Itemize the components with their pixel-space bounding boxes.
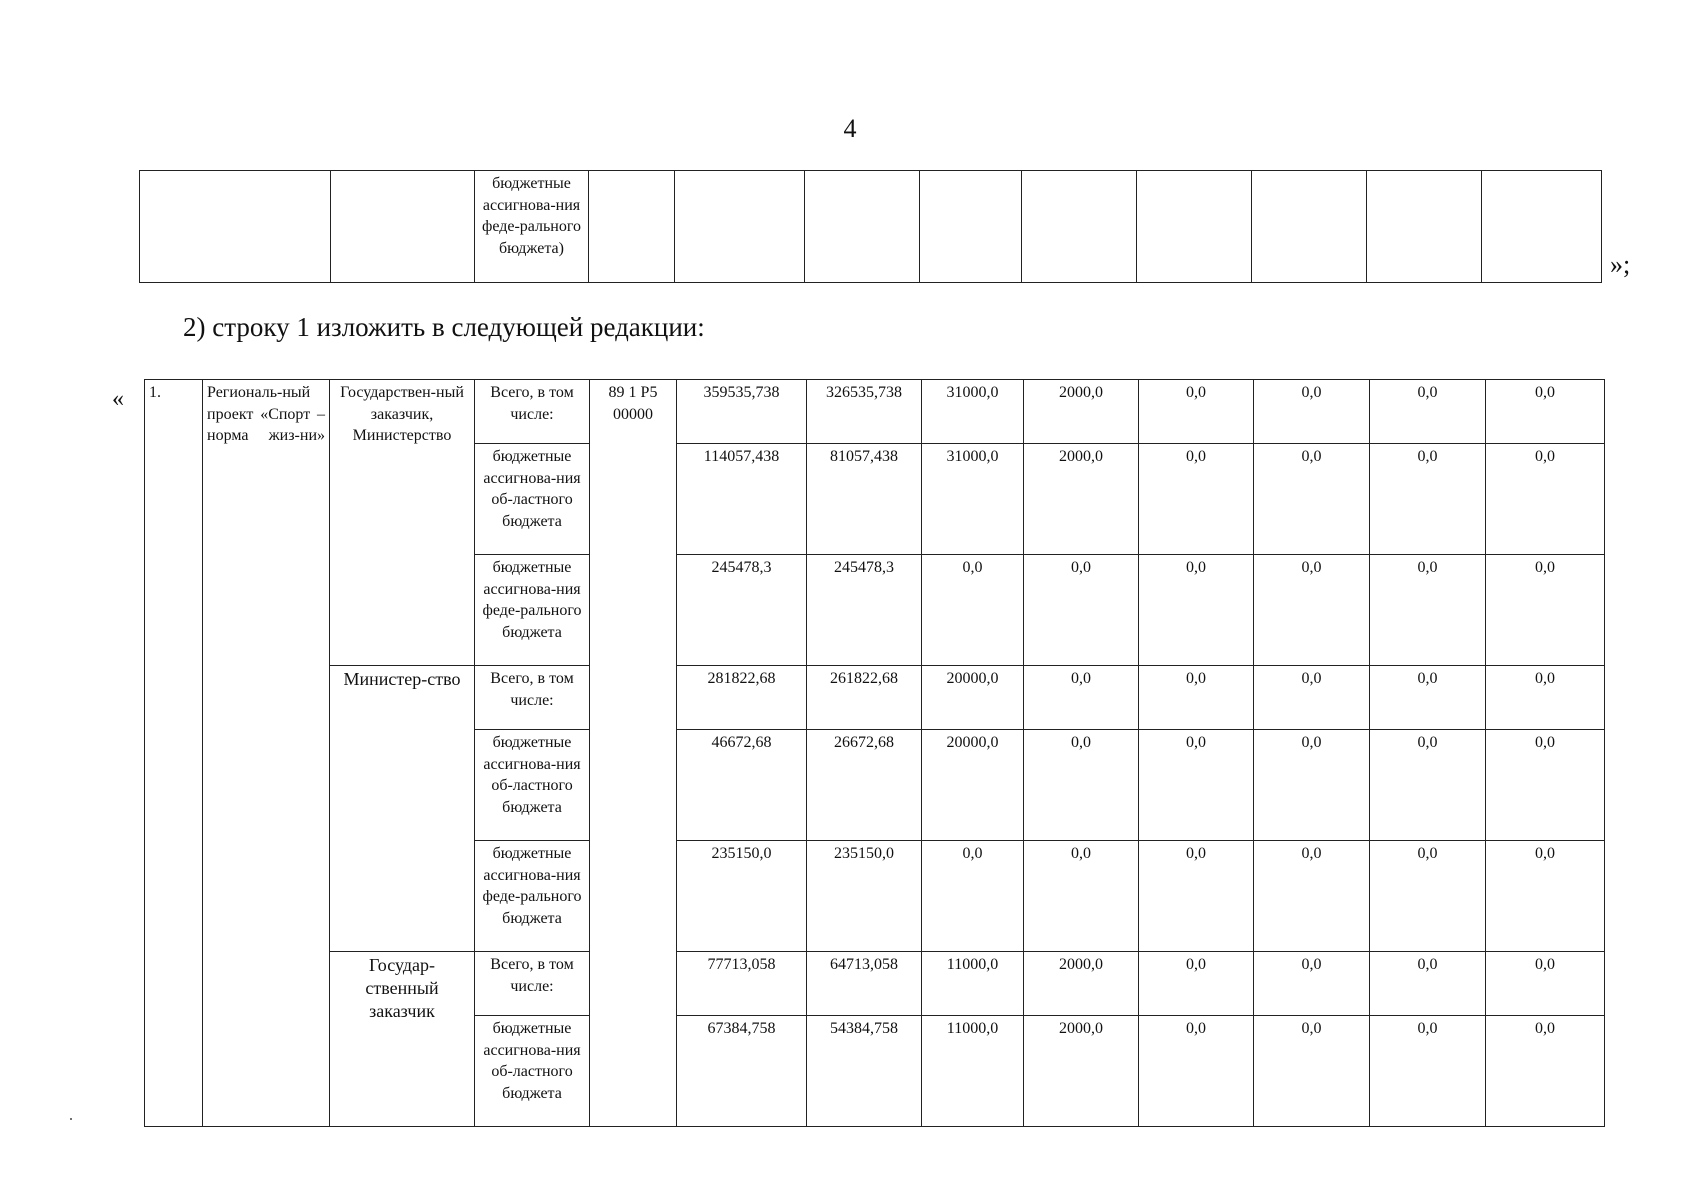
amount-cell: 0,0 xyxy=(1486,841,1605,952)
amount-cell: 0,0 xyxy=(1254,730,1370,841)
amount-cell: 0,0 xyxy=(1254,952,1370,1016)
amount-cell: 281822,68 xyxy=(677,666,807,730)
amount-cell: 0,0 xyxy=(1254,380,1370,444)
amount-cell: 245478,3 xyxy=(807,555,922,666)
budget-code: 89 1 P5 00000 xyxy=(590,380,677,1127)
amount-cell: 0,0 xyxy=(1254,555,1370,666)
amount-cell: 0,0 xyxy=(1370,952,1486,1016)
funding-source-label: Всего, в том числе: xyxy=(475,952,590,1016)
table-row xyxy=(145,666,1605,730)
amount-cell: 11000,0 xyxy=(922,952,1024,1016)
amount-cell: 245478,3 xyxy=(677,555,807,666)
amount-cell: 0,0 xyxy=(1370,730,1486,841)
funding-source-label: бюджетные ассигнова-ния об-ластного бюджета xyxy=(475,1016,590,1127)
amount-cell: 2000,0 xyxy=(1024,444,1139,555)
table-cell xyxy=(1252,171,1367,283)
amount-cell: 0,0 xyxy=(1254,841,1370,952)
amount-cell: 81057,438 xyxy=(807,444,922,555)
funding-source-label: Всего, в том числе: xyxy=(475,380,590,444)
amount-cell: 0,0 xyxy=(1139,952,1254,1016)
amount-cell: 77713,058 xyxy=(677,952,807,1016)
table-cell xyxy=(331,171,475,283)
project-name: Региональ-ный проект «Спорт – норма жиз-ни» xyxy=(203,380,330,1127)
row-number: 1. xyxy=(145,380,203,1127)
table-row xyxy=(145,952,1605,1016)
budget-source-cell xyxy=(475,171,589,283)
amount-cell: 0,0 xyxy=(1139,730,1254,841)
amount-cell: 20000,0 xyxy=(922,666,1024,730)
amount-cell: 0,0 xyxy=(1139,666,1254,730)
amount-cell: 0,0 xyxy=(1486,952,1605,1016)
amount-cell: 2000,0 xyxy=(1024,380,1139,444)
amount-cell: 0,0 xyxy=(1370,666,1486,730)
amount-cell: 0,0 xyxy=(1139,555,1254,666)
executor-name: Министер-ство xyxy=(330,666,475,952)
amount-cell: 114057,438 xyxy=(677,444,807,555)
table-cell xyxy=(1482,171,1602,283)
amount-cell: 54384,758 xyxy=(807,1016,922,1127)
opening-quote: « xyxy=(112,386,124,412)
table-cell xyxy=(1367,171,1482,283)
amount-cell: 46672,68 xyxy=(677,730,807,841)
budget-source-text: бюджетные ассигнова-ния феде-рального бюджета) xyxy=(481,175,582,257)
amount-cell: 0,0 xyxy=(1486,555,1605,666)
amount-cell: 0,0 xyxy=(1370,841,1486,952)
amount-cell: 326535,738 xyxy=(807,380,922,444)
scan-dot xyxy=(70,1118,72,1120)
amount-cell: 0,0 xyxy=(1139,444,1254,555)
amount-cell: 359535,738 xyxy=(677,380,807,444)
amount-cell: 261822,68 xyxy=(807,666,922,730)
amount-cell: 0,0 xyxy=(1370,444,1486,555)
table-cell xyxy=(1137,171,1252,283)
amount-cell: 0,0 xyxy=(1024,730,1139,841)
amount-cell: 0,0 xyxy=(922,555,1024,666)
executor-name: Государствен-ный заказчик, Министерство xyxy=(330,380,475,666)
amount-cell: 235150,0 xyxy=(677,841,807,952)
table-row xyxy=(145,380,1605,444)
table-cell xyxy=(589,171,675,283)
funding-source-label: Всего, в том числе: xyxy=(475,666,590,730)
previous-table-fragment xyxy=(139,170,1602,283)
amount-cell: 67384,758 xyxy=(677,1016,807,1127)
amount-cell: 0,0 xyxy=(1486,444,1605,555)
funding-source-label: бюджетные ассигнова-ния об-ластного бюджета xyxy=(475,444,590,555)
amount-cell: 64713,058 xyxy=(807,952,922,1016)
amount-cell: 0,0 xyxy=(1024,555,1139,666)
amount-cell: 2000,0 xyxy=(1024,952,1139,1016)
amount-cell: 0,0 xyxy=(1486,666,1605,730)
amount-cell: 0,0 xyxy=(1370,380,1486,444)
amount-cell: 0,0 xyxy=(1139,380,1254,444)
amount-cell: 0,0 xyxy=(1254,666,1370,730)
amount-cell: 0,0 xyxy=(1024,841,1139,952)
funding-source-label: бюджетные ассигнова-ния об-ластного бюджета xyxy=(475,730,590,841)
closing-quote: »; xyxy=(1610,250,1631,279)
amount-cell: 0,0 xyxy=(1024,666,1139,730)
amount-cell: 0,0 xyxy=(1486,730,1605,841)
executor-name: Государ-ственный заказчик xyxy=(330,952,475,1127)
amount-cell: 0,0 xyxy=(1370,1016,1486,1127)
funding-source-label: бюджетные ассигнова-ния феде-рального бюджета xyxy=(475,841,590,952)
table-cell xyxy=(675,171,805,283)
amount-cell: 0,0 xyxy=(922,841,1024,952)
amount-cell: 0,0 xyxy=(1486,1016,1605,1127)
amount-cell: 2000,0 xyxy=(1024,1016,1139,1127)
amount-cell: 20000,0 xyxy=(922,730,1024,841)
amount-cell: 0,0 xyxy=(1254,444,1370,555)
amount-cell: 235150,0 xyxy=(807,841,922,952)
amount-cell: 31000,0 xyxy=(922,444,1024,555)
amount-cell: 0,0 xyxy=(1486,380,1605,444)
table-cell xyxy=(920,171,1022,283)
amount-cell: 0,0 xyxy=(1139,1016,1254,1127)
page-number: 4 xyxy=(843,114,857,143)
table-cell xyxy=(140,171,331,283)
amount-cell: 0,0 xyxy=(1254,1016,1370,1127)
funding-table xyxy=(144,379,1605,1127)
amount-cell: 0,0 xyxy=(1370,555,1486,666)
table-cell xyxy=(1022,171,1137,283)
amount-cell: 31000,0 xyxy=(922,380,1024,444)
funding-source-label: бюджетные ассигнова-ния феде-рального бюджета xyxy=(475,555,590,666)
amendment-heading: 2) строку 1 изложить в следующей редакции: xyxy=(183,312,705,342)
table-cell xyxy=(805,171,920,283)
amount-cell: 11000,0 xyxy=(922,1016,1024,1127)
amount-cell: 26672,68 xyxy=(807,730,922,841)
amount-cell: 0,0 xyxy=(1139,841,1254,952)
